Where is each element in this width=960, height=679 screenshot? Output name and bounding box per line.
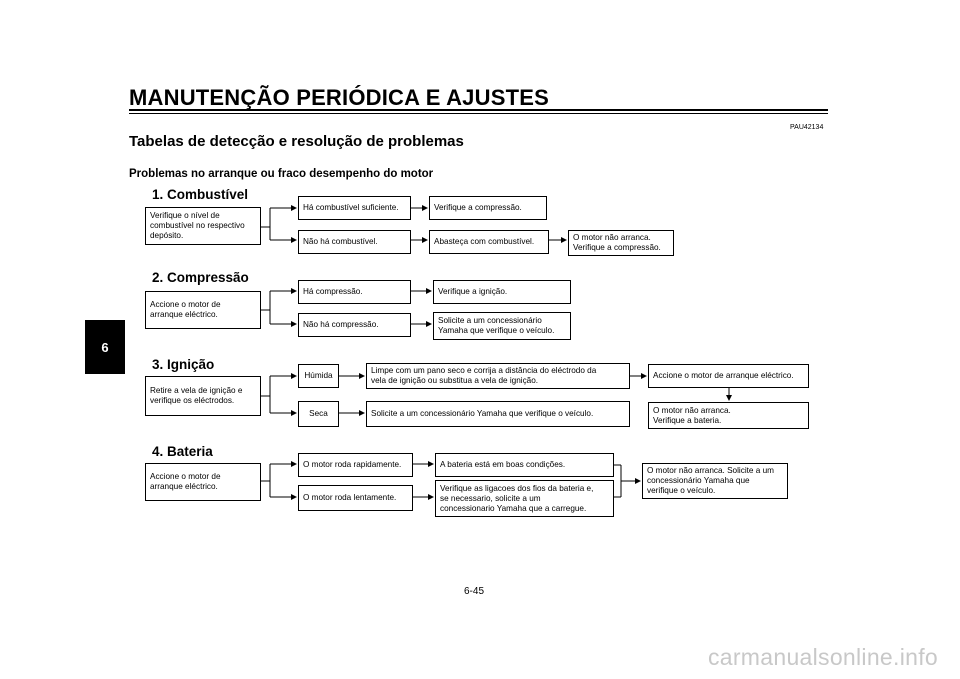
page-number: 6-45 [464, 586, 485, 597]
ignition-dry-box: Seca [298, 401, 339, 427]
section-battery-title: 4. Bateria [152, 444, 213, 459]
battery-start-box: Accione o motor de arranque eléctrico. [145, 463, 261, 501]
fuel-yes-box: Há combustível suficiente. [298, 196, 411, 220]
section-ignition-title: 3. Ignição [152, 357, 215, 372]
ignition-wet-next-box: Accione o motor de arranque eléctrico. [648, 364, 809, 388]
section-fuel-title: 1. Combustível [152, 187, 249, 202]
ignition-wet-box: Húmida [298, 364, 339, 388]
section-subheading: Problemas no arranque ou fraco desempenho do motor [129, 168, 434, 180]
ignition-dry-action-box: Solicite a um concessionário Yamaha que verifique o veículo. [366, 401, 630, 427]
fuel-no-action-box: Abasteça com combustível. [429, 230, 549, 254]
chapter-tab: 6 [85, 320, 125, 374]
section-compression-title: 2. Compressão [152, 270, 249, 285]
battery-fast-result-box: A bateria está em boas condições. [435, 453, 614, 477]
fuel-no-result-box: O motor não arranca. Verifique a compressão. [568, 230, 674, 256]
ignition-result-box: O motor não arranca. Verifique a bateria. [648, 402, 809, 429]
battery-fast-box: O motor roda rapidamente. [298, 453, 413, 477]
page-title: MANUTENÇÃO PERIÓDICA E AJUSTES [129, 85, 549, 110]
ignition-wet-action-box: Limpe com um pano seco e corrija a distância do eléctrodo da vela de ignição ou substitua a vela de ignição. [366, 363, 630, 389]
compression-no-action-box: Solicite a um concessionário Yamaha que verifique o veículo. [433, 312, 571, 340]
compression-yes-action-box: Verifique a ignição. [433, 280, 571, 304]
section-code: PAU42134 [790, 124, 824, 131]
battery-slow-result-box: Verifique as ligacoes dos fios da bateria e, se necessario, solicite a um concessionario Yamaha que a carregue. [435, 480, 614, 517]
fuel-yes-action-box: Verifique a compressão. [429, 196, 547, 220]
battery-final-box: O motor não arranca. Solicite a um concessionário Yamaha que verifique o veículo. [642, 463, 788, 499]
ignition-start-box: Retire a vela de ignição e verifique os eléctrodos. [145, 376, 261, 416]
battery-slow-box: O motor roda lentamente. [298, 485, 413, 511]
compression-no-box: Não há compressão. [298, 313, 411, 337]
fuel-no-box: Não há combustível. [298, 230, 411, 254]
fuel-start-box: Verifique o nível de combustível no respectivo depósito. [145, 207, 261, 245]
watermark: carmanualsonline.info [707, 644, 938, 670]
compression-start-box: Accione o motor de arranque eléctrico. [145, 291, 261, 329]
compression-yes-box: Há compressão. [298, 280, 411, 304]
section-heading: Tabelas de detecção e resolução de problemas [129, 133, 464, 150]
